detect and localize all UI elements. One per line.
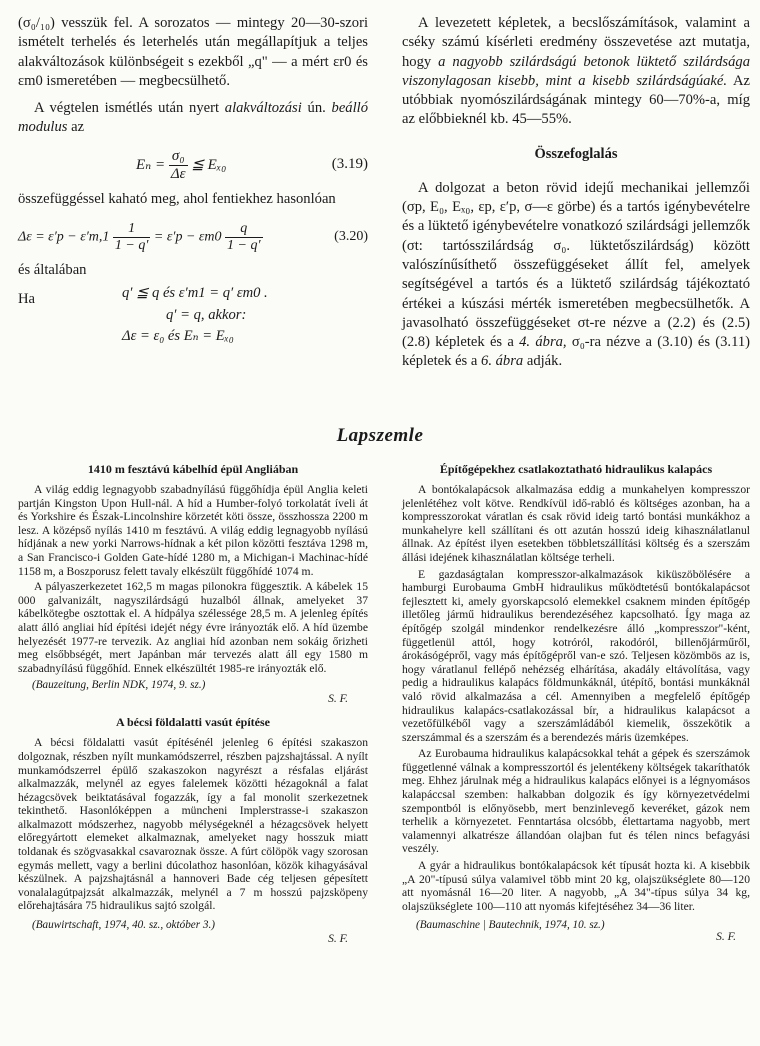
paragraph: és általában bbox=[18, 262, 87, 279]
label-ha: Ha bbox=[18, 291, 36, 308]
right-bottom-column bbox=[402, 462, 750, 943]
article-title: Építőgépekhez csatlakoztatható hidraulikus kalapács bbox=[439, 462, 713, 476]
paragraph: (σ₀/₁₀) vesszük fel. A sorozatos — mintegy 20—30-szori ismételt terhelés és leterhelés után megállapítjuk a teljes alakváltozások különbségeit s ezekből „q" — a mért εr0 és εm0 ismeretében — megbecsülhető. bbox=[18, 15, 368, 89]
paragraph: A bécsi földalatti vasút építésénél jelenleg 6 építési szakaszon dolgoznak, részben nyílt munkamódszerrel, részben pajzshajtással. A nyílt munkamódszerrel épülő szakaszokon nagyrészt a résfalas eljárást alkalmazzák, melynél az egyes falelemek közötti hézagoknál a falat hézagcsövek beiktatásával fogazzák, így a fal monolit szerkezetnek tekinthető. Hasonlóképpen a müncheni Implerstrasse-i szakaszon alkalmazott módszerhez, nagyobb mélységeknél a hézagcsövek helyett előregyártott elemeket alkalmaznak, amelyeket nagy hosszuk miatt toldanak és szögvasakkal csavaroznak össze. A fúrt cölöpök vagy szorosan egymás mellett, vagy a berlini dúcolathoz hasonlóan, közök kihagyásával készülnek. A pajzshajtásnál a hannoveri Bade cég teljesen gépesített vonalalagútpajzsát alkalmazzák, melynél a 7 m hosszú pajzsköpeny előrehajtására 75 hidraulikus sajtó szolgál. bbox=[18, 736, 368, 913]
article-title: A bécsi földalatti vasút építése bbox=[116, 715, 270, 730]
equation-number: (3.19) bbox=[331, 155, 368, 172]
paragraph: E gazdaságtalan kompresszor-alkalmazások kiküszöbölésére a hamburgi Eurobauma GmbH hidraulikus működtetésű bontókalapácsot fejlesztett ki, amely gyorskapcsoló elemekkel csaknem minden építőgép illetőleg jármű hidraulikus berendezéséhez kapcsolható. Így maga az építőgép szolgál mindenkor rendelkezésre álló „kompresszor"-ként, függetlenül attól, hogy kotróról, rakodóról, billenőjárműről, árokásógépről, vagy más építőgépről van-e szó. Teljesen közömbös az is, hogy váratlanul fellépő nehézség elhárítása, akadály eltávolítása, vagy pedig a hidraulikus kalapács földmunkáknál, útépítő, bontási munkáknál való rövid alkalmazása a cél. Amennyiben a megfelelő építőgép hidraulikus kalapács-csatlakozással bír, a hidraulikus kalapácsot a vezetőfülkéből vagy a szerszámládából kiemelik, összekötik a szerszámmal és a szerszám és a berendezés máris üzemképes. bbox=[402, 567, 750, 744]
condition-line: q′ ≦ q és ε′m1 = q′ εm0 . bbox=[122, 285, 268, 302]
condition-line: q′ = q, akkor: bbox=[166, 307, 247, 324]
paragraph: A dolgozat a beton rövid idejű mechanikai jellemzői (σp, E₀, Eₓ₀, εp, ε′p, σ—ε görbe) és a tartós igénybevételre és a lüktető igénybevételre vonatkozó szilárdsági jellemzők (σt: tartósszilárdság σ₀. lüktetőszilárdság) között valószínűsíthető összefüggéseket állít fel, amelyek segítségével a tartós és a lüktető szilárdság tájékoztató értékei a kúszási mérték ismeretében megbecsülhetők. A javasolható összefüggéseket σt-re nézve a (2.2) és (2.5) (2.8) képletek és a 4. ábra, σ₀-ra nézve a (3.10) és (3.11) képletek és a 6. ábra adják. bbox=[402, 179, 750, 370]
paragraph: A világ eddig legnagyobb szabadnyílású függőhídja épül Anglia keleti partján Kingston Upon Hull-nál. A híd a Humber-folyó torkolatát íveli át és Yorkshire és Észak-Lincolnshire körzetét köti össze, összhossza 2200 m lesz. A középső nyílás 1410 m fesztávú. A világ eddig legnagyobb nyílású hídjának a new yorki Narrows-hídnak a két pilon közötti fesztáva 1298 m, a San Francisco-i Golden Gate-hídé 1280 m, a Michigan-i Machinac-hídé 1158 m, a Boszporusz felett tavaly elkészült függőhídé 1074 m. bbox=[18, 483, 368, 578]
right-top-column bbox=[402, 14, 750, 372]
paragraph: A gyár a hidraulikus bontókalapácsok két típusát hozta ki. A kisebbik „A 20"-típusú súlya valamivel több mint 20 kg, olajszükséglete 80—120 att nyomásnál 16—20 liter. A nagyobb, „A 34"-típus súlya 34 kg, olajszükséglete 100—110 att nyomás kifejtéséhez 34—36 liter. bbox=[402, 859, 750, 913]
equation-3-19: Eₙ = $\frac{\text{σ₀}}{\Delta\varepsilon}$ ≦ Eₓ₀ (3.19) bbox=[136, 147, 368, 182]
equation-3-20: Δε = ε′p − ε′m,1 $\frac{1}{1 - q'}$ = ε′p − εm0 $\frac{q}{1 - q'}$ (3.20) bbox=[18, 221, 368, 254]
equation-number: (3.20) bbox=[334, 229, 368, 245]
source-citation: (Bauzeitung, Berlin NDK, 1974, 9. sz.) bbox=[32, 679, 206, 692]
author-signature: S. F. bbox=[716, 931, 736, 944]
paragraph: A végtelen ismétlés után nyert alakváltozási ún. beálló modulus az bbox=[18, 100, 368, 136]
left-top-column bbox=[18, 14, 368, 350]
condition-block bbox=[18, 284, 368, 350]
section-banner: Lapszemle bbox=[336, 425, 424, 446]
paragraph: A bontókalapácsok alkalmazása eddig a munkahelyen kompresszor jelenlétéhez volt kötve. Rendkívül idő-rabló és költséges azonban, ha a kompresszorokat váratlan és csak rövid ideig tartó bontási munkákhoz a munkahelyre kell szállítani és ott azután hosszú ideig kihasználatlanul állnak. Az építést ilyen esetekben többletszállítási költség és a szerszám állási idejének kihasználatlan költsége terheli. bbox=[402, 483, 750, 564]
paragraph: A pályaszerkezetet 162,5 m magas pilonokra függesztik. A kábelek 15 000 galvanizált, nagyszilárdságú huzalból állnak, amelyeket 37 kábelkötegbe osztottak el. A hídpálya szélessége 28,5 m. A jelenleg építés alatt álló angliai híd építési idejét négy évre irányozták elő. A híd üzembe helyezését 1977-re tervezik. Az angliai híd azonban nem sokáig őrizheti meg elsőbbségét, mert Japánban már tervezés alatt áll egy 1580 m szabadnyílású függőhíd. Ennek elkészültét 1985-re irányozták elő. bbox=[18, 580, 368, 675]
author-signature: S. F. bbox=[328, 933, 348, 946]
source-citation: (Bauwirtschaft, 1974, 40. sz., október 3.) bbox=[32, 919, 216, 932]
paragraph: Az Eurobauma hidraulikus kalapácsokkal tehát a gépek és szerszámok függetlenné válnak a kompresszortól és jelentékeny költségek takaríthatók meg. Ehhez járulnak még a hidraulikus kalapács előnyei is a légnyomásos kalapáccsal szemben: halkabban dolgozik és így környezetvédelmi szempontból is előnyösebb, mert benzinlevegő keveréket, gázok nem terhelik a környezetet. Fenntartása olcsóbb, élettartama nagyobb, mert valamennyi alkatrésze állandóan olajban fut és télen nincs befagyási veszély. bbox=[402, 747, 750, 856]
left-bottom-column bbox=[18, 462, 368, 945]
paragraph: összefüggéssel kaható meg, ahol fentiekhez hasonlóan bbox=[18, 190, 336, 207]
paragraph: A levezetett képletek, a becslőszámítások, valamint a cséky számú kísérleti eredmény összevetése azt mutatja, hogy a nagyobb szilárdságú betonok lüktető szilárdsága viszonylagosan kisebb, mint a kisebb szilárdságúaké. Az utóbbiak nyomószilárdságának mintegy 60—70%-a, míg az előbbieknél kb. 45—55%. bbox=[402, 15, 750, 128]
section-heading: Összefoglalás bbox=[534, 145, 618, 162]
source-citation: (Baumaschine | Bautechnik, 1974, 10. sz.) bbox=[416, 919, 605, 932]
condition-line: Δε = ε₀ és Eₙ = Eₓ₀ bbox=[122, 328, 234, 345]
article-title: 1410 m fesztávú kábelhíd épül Angliában bbox=[87, 462, 299, 476]
author-signature: S. F. bbox=[328, 693, 348, 706]
